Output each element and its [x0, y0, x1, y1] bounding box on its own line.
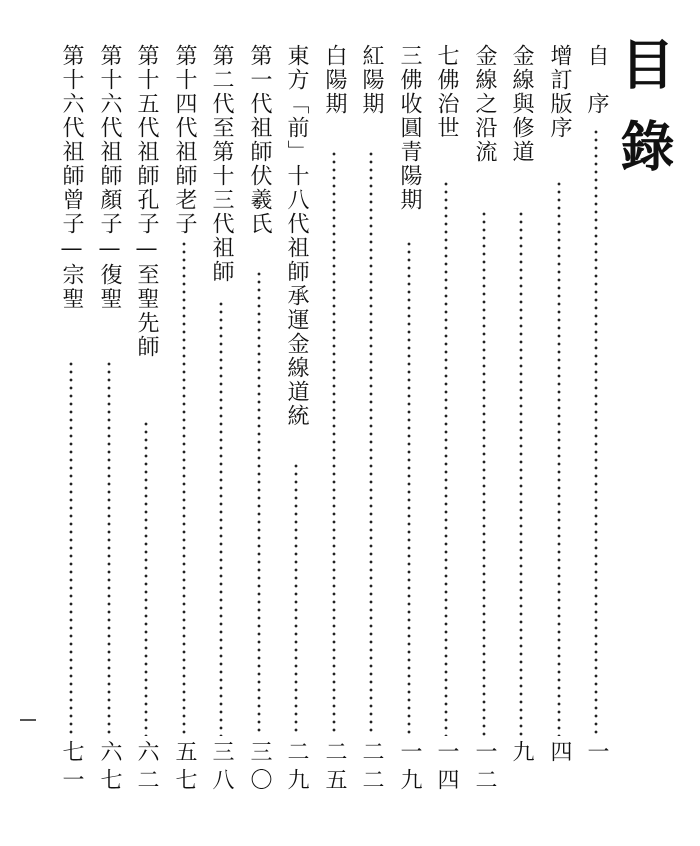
- toc-entry-page: 三八: [209, 740, 234, 796]
- toc-entry-page: 六七: [97, 740, 122, 796]
- toc-entry-label: 東方「前」十八代祖師承運金線道統: [284, 44, 309, 428]
- toc-entry-eighteen-patriarchs[interactable]: [280, 44, 312, 804]
- toc-entry-golden-line-lineage[interactable]: [468, 44, 500, 804]
- dot-leader: [557, 180, 561, 736]
- dot-leader: [257, 270, 261, 736]
- scan-mark: [20, 719, 36, 721]
- dot-leader: [144, 420, 148, 736]
- toc-entry-page: 三〇: [247, 740, 272, 796]
- toc-entry-page: 七一: [59, 740, 84, 796]
- toc-entry-confucius[interactable]: [130, 44, 162, 804]
- toc-entry-page: 九: [509, 740, 534, 768]
- toc-entry-label: 第二代至第十三代祖師: [209, 44, 234, 284]
- dot-leader: [519, 210, 523, 736]
- toc-title: 目錄: [612, 36, 676, 200]
- toc-entry-first-patriarch[interactable]: [243, 44, 275, 804]
- toc-entry-golden-line-cultivation[interactable]: [505, 44, 537, 804]
- toc-entry-page: 二二: [359, 740, 384, 796]
- toc-entry-preface[interactable]: [580, 44, 612, 804]
- toc-entry-label: 增訂版序: [547, 44, 572, 140]
- toc-entry-red-yang[interactable]: [355, 44, 387, 804]
- toc-entry-label: 自 序: [584, 44, 609, 116]
- dot-leader: [219, 300, 223, 736]
- toc-entry-page: 一四: [434, 740, 459, 796]
- toc-entry-yanzi[interactable]: [93, 44, 125, 804]
- dot-leader: [294, 462, 298, 736]
- toc-entry-page: 六二: [134, 740, 159, 796]
- dot-leader: [369, 150, 373, 736]
- toc-entry-page: 五七: [172, 740, 197, 796]
- toc-entry-label: 金線與修道: [509, 44, 534, 164]
- toc-entry-label: 第一代祖師伏羲氏: [247, 44, 272, 236]
- toc-entry-page: 一九: [397, 740, 422, 796]
- toc-entry-label: 金線之沿流: [472, 44, 497, 164]
- toc-entry-three-buddhas[interactable]: [393, 44, 425, 804]
- toc-entry-page: 二五: [322, 740, 347, 796]
- toc-entry-zengzi[interactable]: [55, 44, 87, 804]
- toc-entry-label: 第十六代祖師曾子—宗聖: [59, 44, 84, 311]
- toc-entry-second-to-thirteenth[interactable]: [205, 44, 237, 804]
- dot-leader: [444, 180, 448, 736]
- toc-entry-label: 第十五代祖師孔子—至聖先師: [134, 44, 159, 359]
- toc-entry-label: 白陽期: [322, 44, 347, 116]
- toc-entry-revised-preface[interactable]: [543, 44, 575, 804]
- toc-entry-page: 一: [584, 740, 609, 768]
- toc-entry-page: 一二: [472, 740, 497, 796]
- toc-entry-label: 七佛治世: [434, 44, 459, 140]
- toc-entry-seven-buddhas[interactable]: [430, 44, 462, 804]
- toc-entry-label: 第十四代祖師老子: [172, 44, 197, 236]
- dot-leader: [407, 240, 411, 736]
- dot-leader: [482, 210, 486, 736]
- toc-entry-page: 四: [547, 740, 572, 768]
- toc-entry-page: 二九: [284, 740, 309, 796]
- dot-leader: [182, 240, 186, 736]
- dot-leader: [69, 360, 73, 736]
- toc-entry-white-yang[interactable]: [318, 44, 350, 804]
- toc-entry-label: 三佛收圓青陽期: [397, 44, 422, 212]
- toc-entry-label: 第十六代祖師顏子—復聖: [97, 44, 122, 311]
- toc-entry-laozi[interactable]: [168, 44, 200, 804]
- toc-entry-label: 紅陽期: [359, 44, 384, 116]
- dot-leader: [594, 128, 598, 736]
- dot-leader: [332, 150, 336, 736]
- dot-leader: [107, 360, 111, 736]
